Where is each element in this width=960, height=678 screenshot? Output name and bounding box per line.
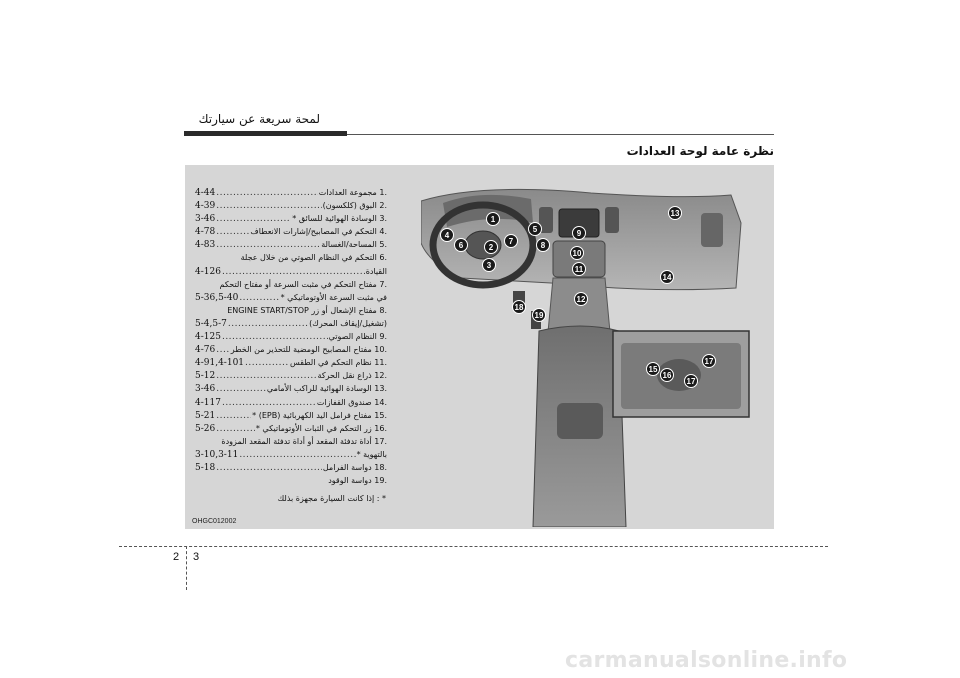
svg-text:4: 4 xyxy=(444,231,450,240)
toc-entry xyxy=(195,382,387,395)
svg-text:17: 17 xyxy=(704,357,714,366)
callout-13 xyxy=(669,207,682,220)
toc-leader-dots xyxy=(216,226,249,239)
toc-page-number: 4-76 xyxy=(195,345,216,356)
toc-entry xyxy=(195,212,387,225)
toc-label: .16 زر التحكم في الثبات الأوتوماتيكي * xyxy=(255,423,387,433)
toc-entry-continued: .6 التحكم في النظام الصوتي من خلال عجلة xyxy=(240,253,387,263)
toc-entry-continued: .19 دواسة الوقود xyxy=(328,476,387,486)
toc-page-number: 5-36,5-40 xyxy=(195,292,239,303)
toc-entry xyxy=(195,317,387,330)
toc-page-number: 5-21 xyxy=(195,410,216,421)
svg-text:15: 15 xyxy=(648,365,658,374)
header-bar-dark xyxy=(184,131,347,136)
footer-rule xyxy=(119,546,828,547)
toc-label: القيادة xyxy=(365,266,387,276)
toc-entry xyxy=(195,448,387,461)
image-code: OHGC012002 xyxy=(192,518,237,525)
toc-label: .3 الوسادة الهوائية للسائق * xyxy=(292,214,387,224)
toc-entry xyxy=(195,265,387,278)
callout-19 xyxy=(533,309,546,322)
svg-text:13: 13 xyxy=(670,209,680,218)
toc-entry xyxy=(195,461,387,474)
toc-leader-dots xyxy=(245,357,289,370)
footer-divider xyxy=(186,546,187,590)
callout-11 xyxy=(573,263,586,276)
callout-17 xyxy=(703,355,716,368)
toc-entry xyxy=(195,330,387,343)
callout-14 xyxy=(661,271,674,284)
callout-4 xyxy=(441,229,454,242)
callout-7 xyxy=(505,235,518,248)
toc-entry xyxy=(195,396,387,409)
toc-page-number: 5-26 xyxy=(195,423,216,434)
toc-entry-continued: .17 أداة تدفئة المقعد أو أداة تدفئة المقعد المزودة xyxy=(221,436,387,446)
svg-text:7: 7 xyxy=(508,237,514,246)
svg-text:18: 18 xyxy=(514,303,524,312)
callout-15 xyxy=(647,363,660,376)
svg-text:5: 5 xyxy=(532,225,538,234)
callout-3 xyxy=(483,259,496,272)
svg-text:9: 9 xyxy=(576,229,582,238)
svg-text:8: 8 xyxy=(540,241,546,250)
toc-entry xyxy=(195,409,387,422)
svg-text:10: 10 xyxy=(572,249,582,258)
toc-label: في مثبت السرعة الأوتوماتيكي * xyxy=(280,292,387,302)
toc-page-number: 3-46 xyxy=(195,384,216,395)
callout-17 xyxy=(685,375,698,388)
callout-6 xyxy=(455,239,468,252)
table-of-contents xyxy=(195,186,387,487)
toc-label: .1 مجموعة العدادات xyxy=(318,188,387,197)
toc-page-number: 4-117 xyxy=(195,397,221,408)
toc-leader-dots xyxy=(222,266,365,279)
toc-entry xyxy=(195,422,387,435)
callout-18 xyxy=(513,301,526,314)
callout-12 xyxy=(575,293,588,306)
callout-8 xyxy=(537,239,550,252)
callout-9 xyxy=(573,227,586,240)
toc-leader-dots xyxy=(216,344,230,357)
toc-label: .5 المساحة/الغسالة xyxy=(321,240,387,250)
dashboard-illustration xyxy=(421,183,758,527)
toc-label: بالتهوية * xyxy=(356,449,387,459)
toc-entry xyxy=(195,356,387,369)
toc-label: (تشغيل/إيقاف المحرك) xyxy=(309,318,387,328)
section-title: نظرة عامة لوحة العدادات xyxy=(626,144,774,158)
svg-text:1: 1 xyxy=(490,215,496,224)
toc-label: .15 مفتاح فرامل اليد الكهربائية (EPB) * xyxy=(252,410,387,420)
svg-text:6: 6 xyxy=(458,241,464,250)
toc-entry xyxy=(195,238,387,251)
toc-page-number: 5-18 xyxy=(195,462,216,473)
svg-text:2: 2 xyxy=(488,243,494,252)
svg-text:16: 16 xyxy=(662,371,672,380)
toc-label: .11 نظام التحكم في الطقس xyxy=(289,358,387,368)
toc-page-number: 4-39 xyxy=(195,201,216,212)
toc-page-number: 4-126 xyxy=(195,266,221,277)
toc-page-number: 4-83 xyxy=(195,240,216,251)
toc-leader-dots xyxy=(216,187,318,200)
toc-label: .9 النظام الصوتي xyxy=(328,332,387,342)
svg-text:3: 3 xyxy=(486,261,492,270)
toc-label: .13 الوسادة الهوائية للراكب الأمامي xyxy=(266,384,387,394)
svg-text:17: 17 xyxy=(686,377,696,386)
toc-label: .12 ذراع نقل الحركة xyxy=(317,371,387,381)
toc-label: .18 دواسة الفرامل xyxy=(322,462,387,472)
chapter-number: 3 xyxy=(193,551,200,563)
watermark: carmanualsonline.info xyxy=(565,648,848,673)
toc-page-number: 4-91,4-101 xyxy=(195,358,245,369)
toc-label: .10 مفتاح المصابيح الومضية للتحذير من الخطر xyxy=(230,345,387,355)
callout-1 xyxy=(487,213,500,226)
toc-page-number: 5-4,5-7 xyxy=(195,318,227,329)
callout-2 xyxy=(485,241,498,254)
chapter-title: لمحة سريعة عن سيارتك xyxy=(198,112,320,126)
callout-10 xyxy=(571,247,584,260)
toc-page-number: 4-78 xyxy=(195,227,216,238)
toc-entry-continued: .7 مفتاح التحكم في مثبت السرعة أو مفتاح التحكم xyxy=(219,279,387,289)
toc-leader-dots xyxy=(216,383,266,396)
footnote: * : إذا كانت السيارة مجهزة بذلك xyxy=(277,494,386,503)
callout-16 xyxy=(661,369,674,382)
callout-5 xyxy=(529,223,542,236)
toc-page-number: 4-125 xyxy=(195,332,221,343)
svg-text:12: 12 xyxy=(576,295,586,304)
toc-leader-dots xyxy=(239,292,279,305)
svg-text:14: 14 xyxy=(662,273,672,282)
toc-entry xyxy=(195,199,387,212)
toc-entry-continued: .8 مفتاح الإشعال أو زر ENGINE START/STOP xyxy=(227,305,387,315)
toc-page-number: 3-46 xyxy=(195,214,216,225)
toc-page-number: 4-44 xyxy=(195,188,216,198)
toc-leader-dots xyxy=(216,423,255,436)
svg-text:19: 19 xyxy=(534,311,544,320)
toc-entry xyxy=(195,343,387,356)
toc-label: .14 صندوق القفازات xyxy=(316,397,387,407)
toc-label: .4 التحكم في المصابيح/إشارات الانعطاف xyxy=(250,227,387,237)
toc-page-number: 5-12 xyxy=(195,371,216,382)
toc-leader-dots xyxy=(216,462,322,475)
toc-page-number: 3-10,3-11 xyxy=(195,449,239,460)
toc-leader-dots xyxy=(216,410,251,423)
toc-entry xyxy=(195,225,387,238)
toc-entry xyxy=(195,369,387,382)
svg-text:11: 11 xyxy=(574,265,584,274)
toc-entry xyxy=(195,291,387,304)
toc-leader-dots xyxy=(228,318,308,331)
toc-label: .2 البوق (كلكسون) xyxy=(322,201,387,211)
toc-entry xyxy=(195,186,387,199)
page-number: 2 xyxy=(173,551,180,563)
header-bar-thin xyxy=(347,134,774,135)
